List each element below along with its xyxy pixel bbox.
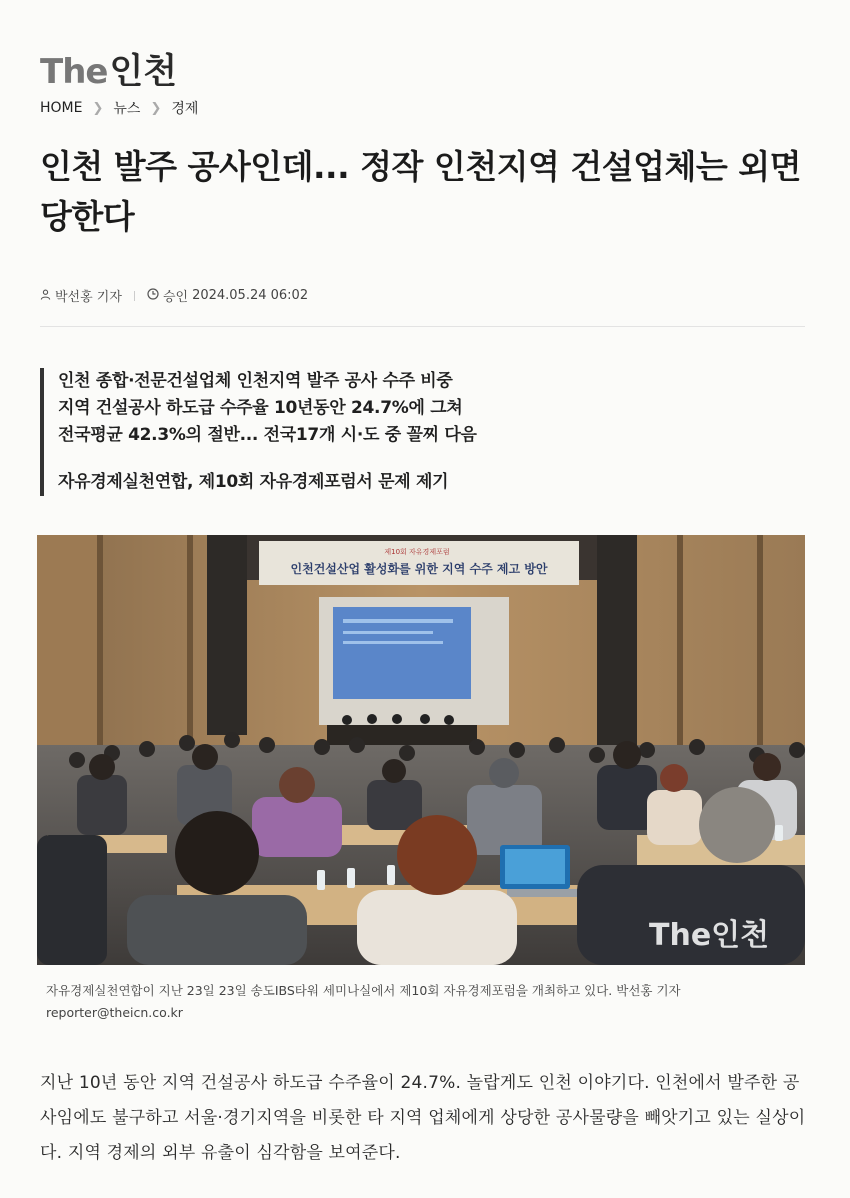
- header-divider: [40, 326, 805, 327]
- logo-text-ko: 인천: [109, 52, 178, 92]
- article-photo[interactable]: [37, 535, 805, 965]
- chevron-right-icon: ❯: [150, 100, 162, 116]
- person-icon: [40, 289, 51, 303]
- clock-icon: [147, 288, 159, 303]
- banner-small-text: 제10회 자유경제포럼: [384, 548, 450, 556]
- article-headline: 인천 발주 공사인데... 정작 인천지역 건설업체는 외면당한다: [40, 147, 801, 236]
- reporter-name[interactable]: 박선홍 기자: [55, 290, 122, 305]
- article-summary: [40, 368, 560, 496]
- site-logo[interactable]: [40, 48, 177, 92]
- approved-label: 승인: [162, 290, 189, 305]
- summary-line: 인천 종합·전문건설업체 인천지역 발주 공사 수주 비중: [58, 371, 453, 391]
- photo-watermark: The인천: [649, 918, 770, 953]
- banner-text: 인천건설산업 활성화를 위한 지역 수주 제고 방안: [290, 562, 548, 576]
- breadcrumb-home[interactable]: HOME: [40, 100, 83, 116]
- meta-divider: [134, 291, 135, 301]
- breadcrumb: [40, 98, 198, 118]
- logo-text-en: The: [40, 52, 108, 92]
- breadcrumb-section[interactable]: 뉴스: [113, 101, 141, 117]
- photo-caption: 자유경제실천연합이 지난 23일 23일 송도IBS타워 세미나실에서 제10회 자유경제포럼을 개최하고 있다. 박선홍 기자 reporter@theicn.co.kr: [46, 983, 681, 1020]
- chevron-right-icon: ❯: [92, 100, 104, 116]
- summary-subline: 자유경제실천연합, 제10회 자유경제포럼서 문제 제기: [58, 472, 449, 492]
- breadcrumb-category[interactable]: 경제: [171, 101, 199, 117]
- approved-datetime: 2024.05.24 06:02: [192, 288, 309, 303]
- summary-line: 전국평균 42.3%의 절반... 전국17개 시·도 중 꼴찌 다음: [58, 425, 477, 445]
- article-body: 지난 10년 동안 지역 건설공사 하도급 수주율이 24.7%. 놀랍게도 인천 이야기다. 인천에서 발주한 공사임에도 불구하고 서울·경기지역을 비롯한 타 지역 업체에게 상당한 공사물량을 빼앗기고 있는 실상이다. 지역 경제의 외부 유출이 심각함을 보여준다.: [40, 1073, 806, 1163]
- article-meta: [40, 286, 308, 305]
- summary-line: 지역 건설공사 하도급 수주율 10년동안 24.7%에 그쳐: [58, 398, 463, 418]
